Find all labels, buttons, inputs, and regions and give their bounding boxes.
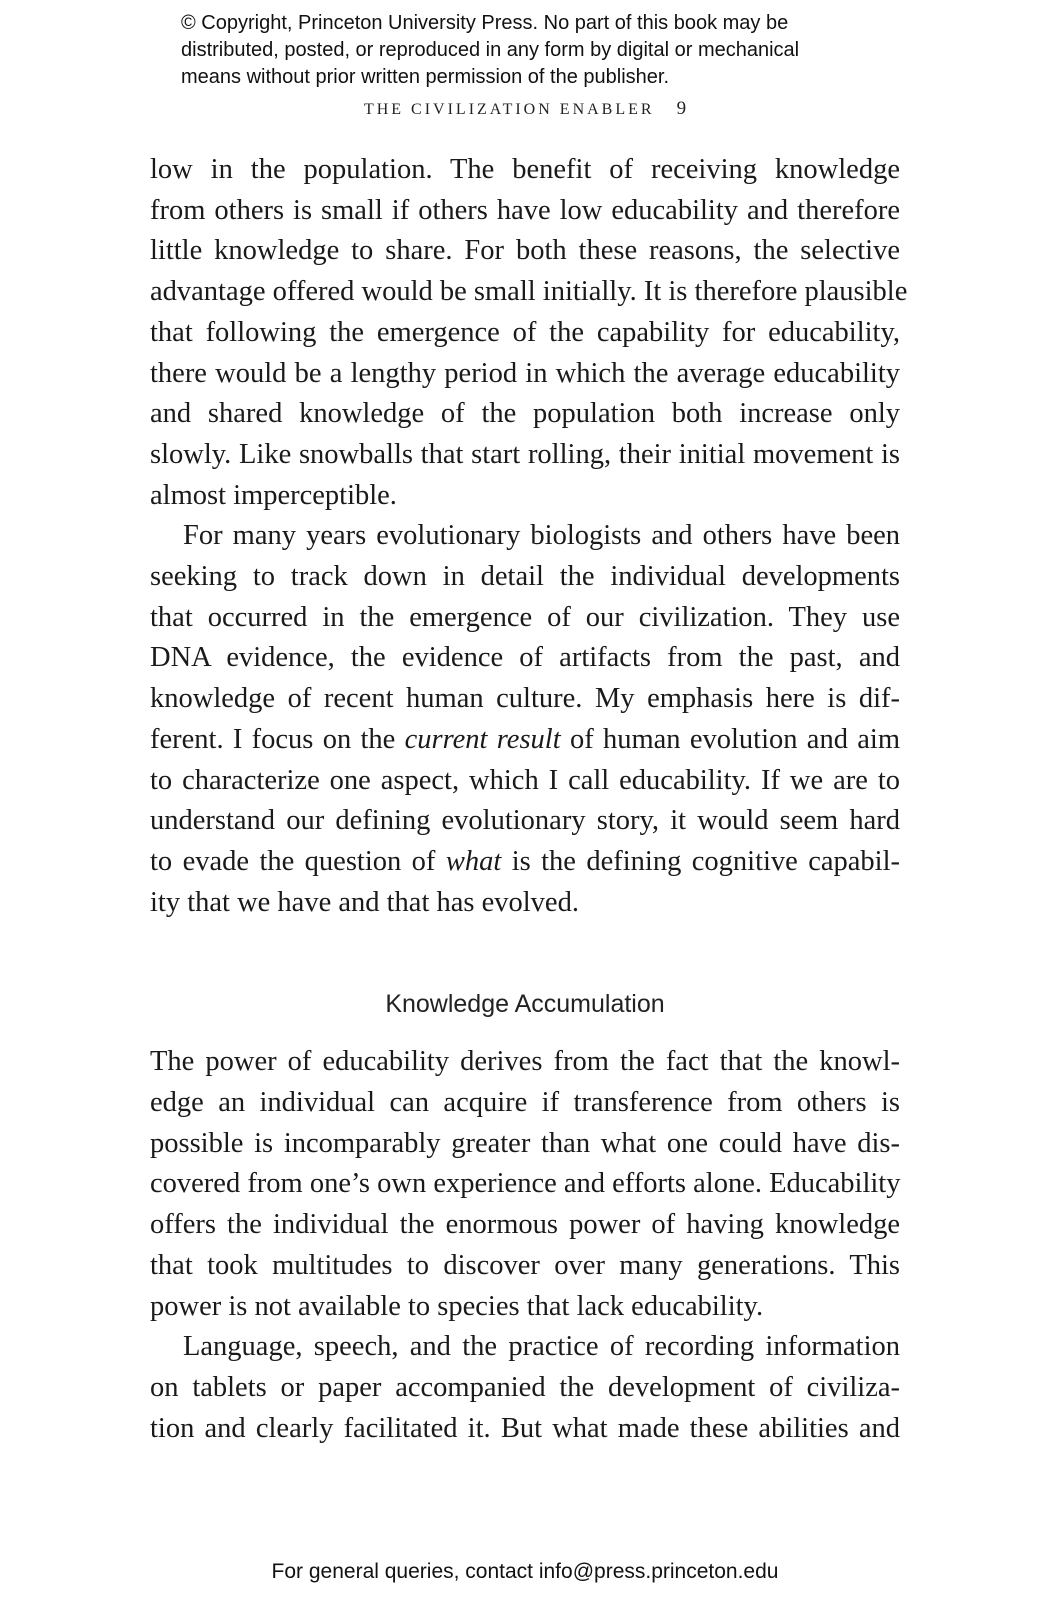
- pre-section-paragraphs: [150, 150, 908, 923]
- copyright-line: distributed, posted, or reproduced in any form by digital or mechanical: [181, 39, 800, 61]
- text-line: and shared knowledge of the population both increase only: [150, 398, 900, 430]
- text-line: understand our defining evolutionary story, it would seem hard: [150, 805, 900, 837]
- text-line: Language, speech, and the practice of recording information: [183, 1331, 900, 1363]
- text-line: almost imperceptible.: [150, 479, 397, 511]
- paragraph: [150, 516, 900, 923]
- text-line: tion and clearly facilitated it. But what made these abilities and: [150, 1412, 900, 1444]
- text-line: The power of educability derives from the fact that the knowl-: [150, 1046, 900, 1078]
- text-line: seeking to track down in detail the individual developments: [150, 561, 900, 593]
- text-line: slowly. Like snowballs that start rolling, their initial movement is: [150, 438, 900, 470]
- page-number: 9: [676, 98, 687, 119]
- text-line: possible is incomparably greater than what one could have dis-: [150, 1127, 900, 1159]
- text-line: to evade the question of what is the defining cognitive capabil-: [150, 845, 900, 877]
- text-line: there would be a lengthy period in which the average educability: [150, 357, 900, 389]
- emphasis: current result: [404, 723, 561, 755]
- paragraph: [150, 1042, 900, 1327]
- running-head-title: THE CIVILIZATION ENABLER: [363, 101, 655, 118]
- text-line: advantage offered would be small initially. It is therefore plausible: [150, 276, 908, 308]
- text-line: power is not available to species that lack educability.: [150, 1290, 764, 1322]
- text-line: ity that we have and that has evolved.: [150, 886, 579, 918]
- text-line: little knowledge to share. For both these reasons, the selective: [150, 235, 900, 267]
- text-line: that following the emergence of the capability for educability,: [150, 316, 900, 348]
- text-line: covered from one’s own experience and efforts alone. Educability: [150, 1168, 901, 1200]
- copyright-line: means without prior written permission of the publisher.: [181, 66, 670, 88]
- text-line: low in the population. The benefit of receiving knowledge: [150, 154, 900, 185]
- text-line: on tablets or paper accompanied the development of civiliza-: [150, 1371, 900, 1403]
- running-head: [0, 98, 1050, 120]
- text-line: For many years evolutionary biologists and others have been: [183, 520, 900, 552]
- copyright-notice: [181, 10, 941, 91]
- copyright-line: © Copyright, Princeton University Press. No part of this book may be: [181, 12, 789, 34]
- paragraph: [150, 150, 908, 516]
- text-line: to characterize one aspect, which I call educability. If we are to: [150, 764, 900, 796]
- text-line: edge an individual can acquire if transference from others is: [150, 1087, 900, 1119]
- text-line: ferent. I focus on the current result of human evolution and aim: [150, 723, 900, 755]
- footer-contact: For general queries, contact info@press.princeton.edu: [271, 1560, 779, 1583]
- paragraph: [150, 1327, 900, 1449]
- text-line: DNA evidence, the evidence of artifacts from the past, and: [150, 642, 900, 674]
- emphasis: what: [445, 845, 502, 877]
- text-line: knowledge of recent human culture. My emphasis here is dif-: [150, 683, 900, 715]
- section-paragraphs: [150, 1042, 900, 1449]
- text-line: that occurred in the emergence of our civilization. They use: [150, 601, 900, 633]
- text-line: from others is small if others have low educability and therefore: [150, 194, 900, 226]
- text-line: that took multitudes to discover over many generations. This: [150, 1249, 900, 1281]
- body-text: [150, 150, 908, 1449]
- section-heading: Knowledge Accumulation: [385, 990, 665, 1019]
- text-line: offers the individual the enormous power of having knowledge: [150, 1209, 900, 1241]
